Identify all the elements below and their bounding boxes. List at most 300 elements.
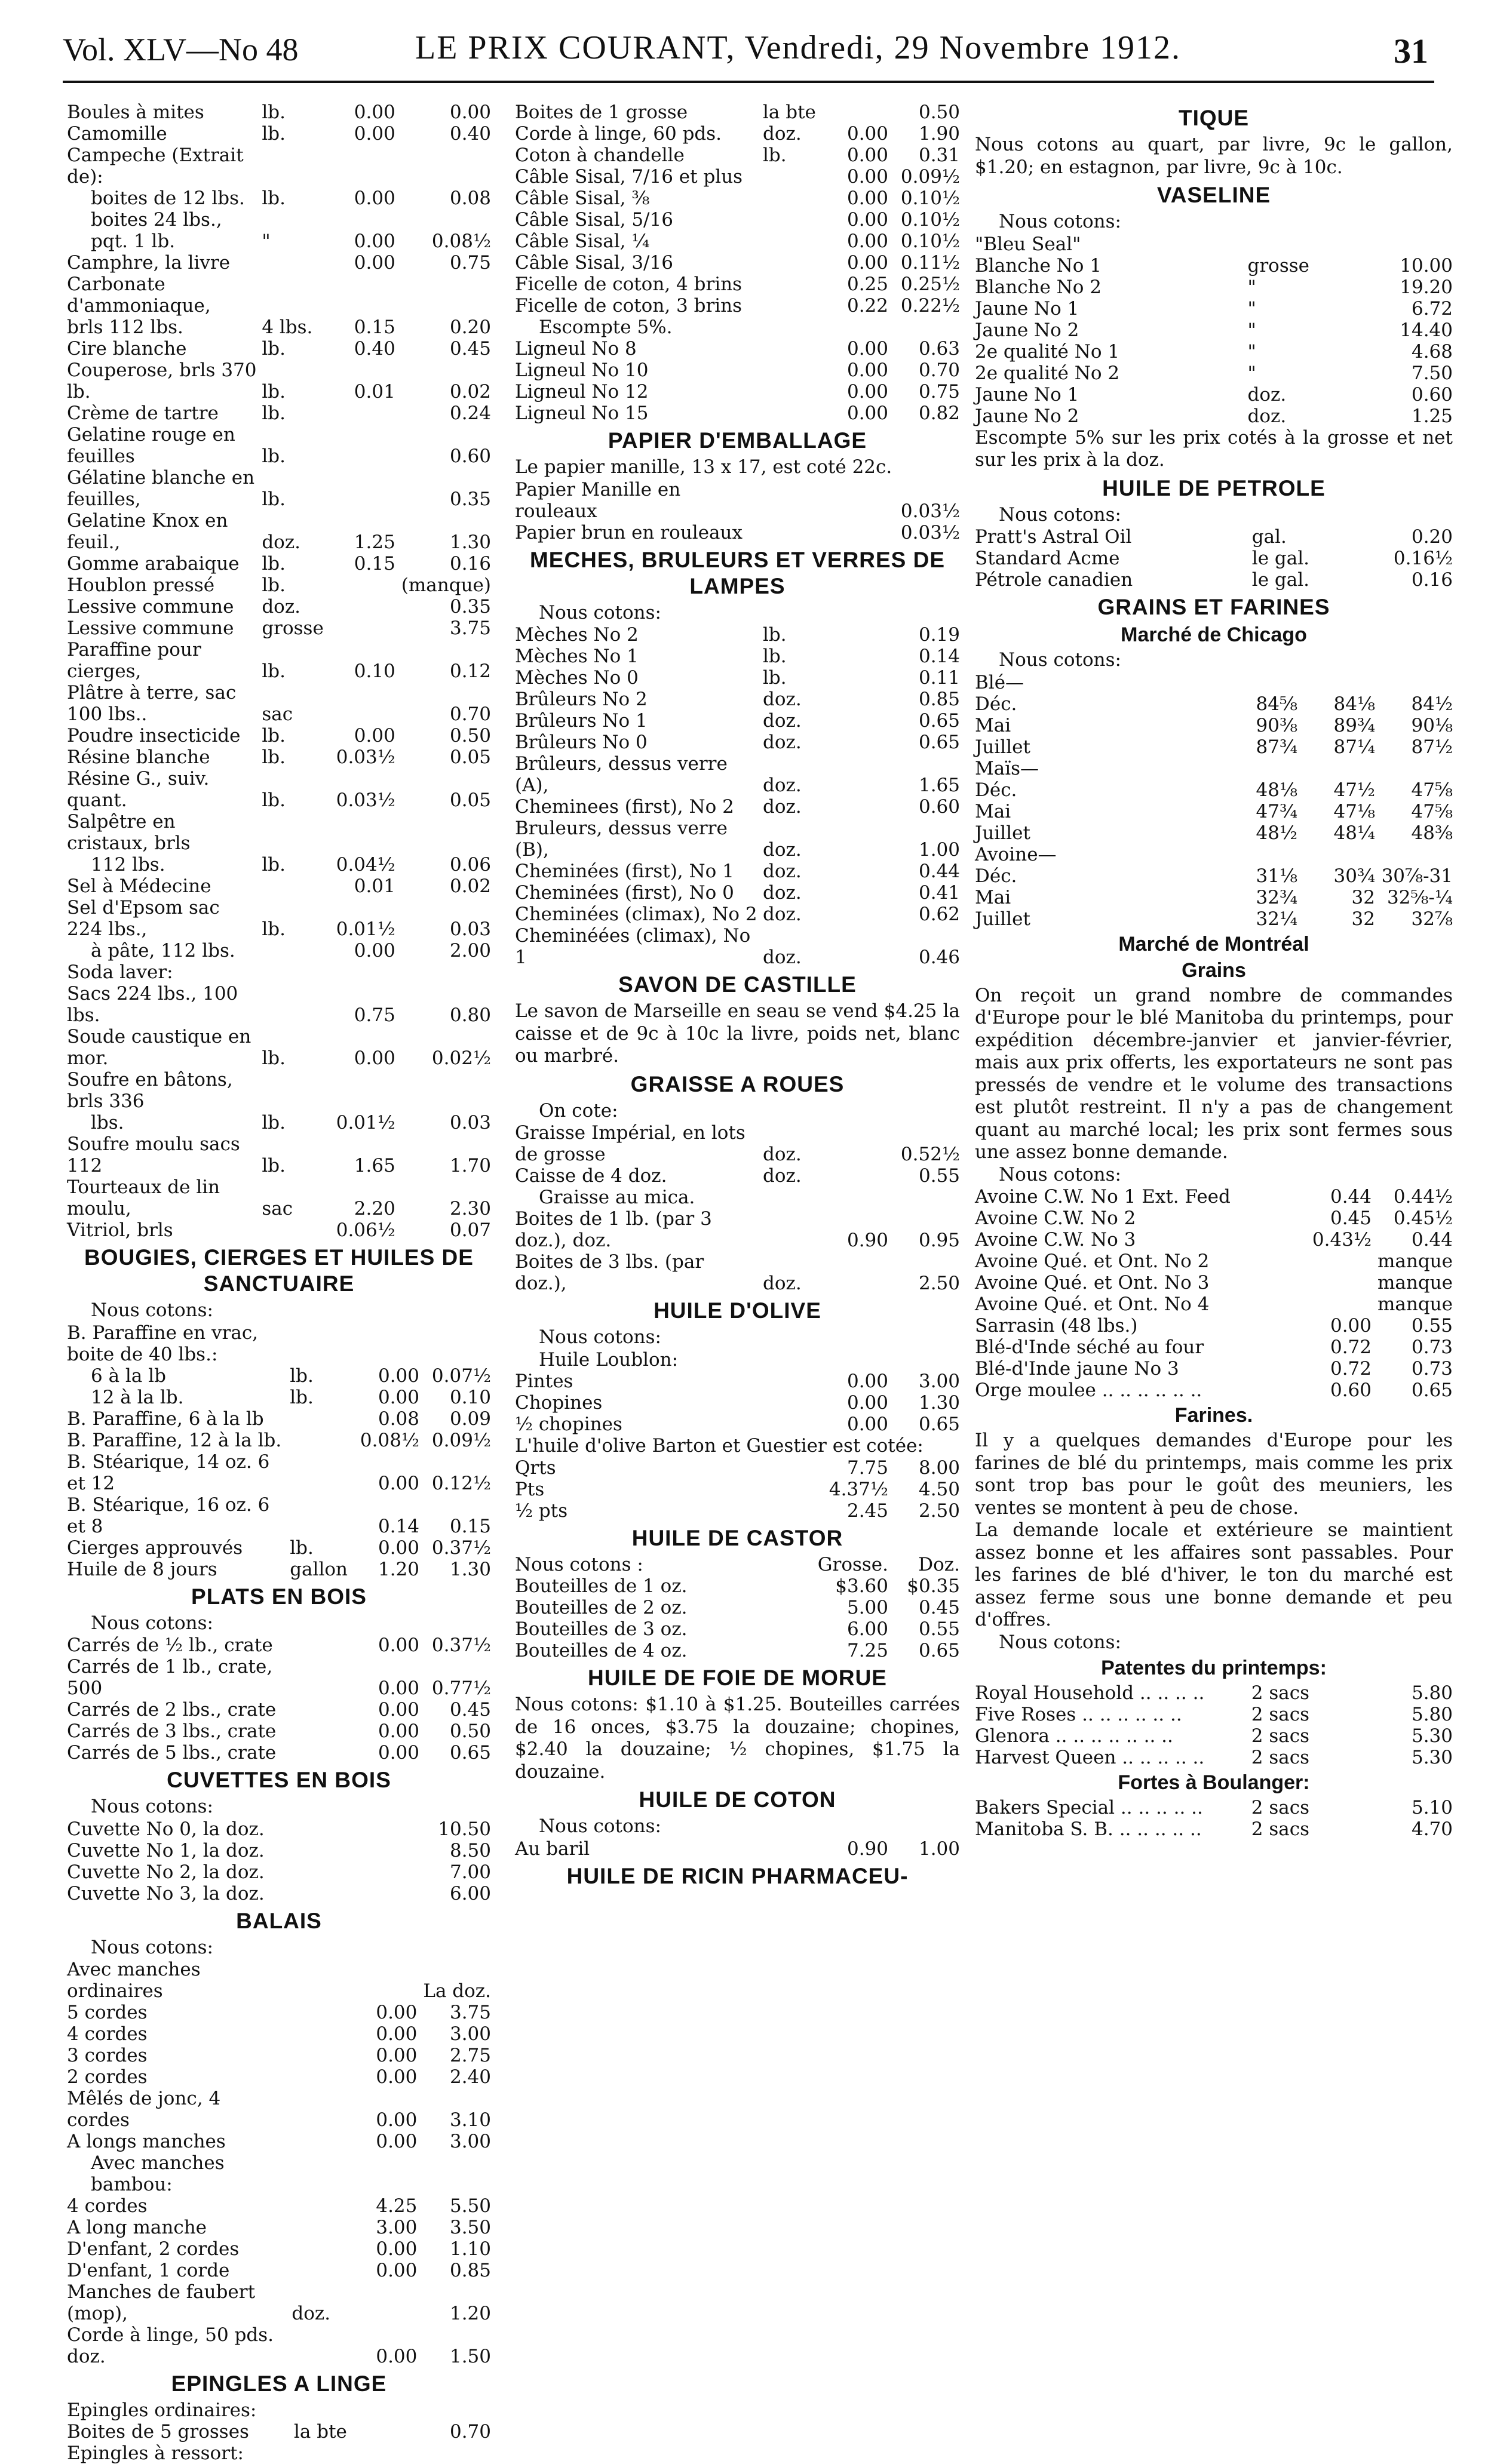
item-name: Boites de 1 lb. (par 3 doz.), doz.: [515, 1208, 712, 1251]
price-high: 0.02½: [431, 1047, 491, 1069]
price-low: [348, 2400, 419, 2421]
item-name: Tourteaux de lin moulu,: [67, 1176, 220, 1219]
open-price: 47¾: [1256, 800, 1297, 822]
price-row: [975, 1682, 1453, 1704]
price-high: 0.37½: [431, 1537, 491, 1559]
unit: [285, 1430, 348, 1451]
unit: [289, 1861, 348, 1883]
column-1: [67, 102, 491, 2464]
item-name: 4 cordes: [67, 2195, 148, 2217]
item-name: Bouteilles de 2 oz.: [515, 1597, 688, 1618]
price-low: 0.00: [354, 188, 395, 209]
section-heading: GRAISSE A ROUES: [630, 1071, 845, 1096]
unit: [289, 1818, 348, 1840]
unit: [289, 1883, 348, 1904]
unit: lb.: [262, 746, 286, 768]
quote-intro: Nous cotons:: [539, 601, 661, 623]
unit: lb.: [290, 1386, 314, 1408]
price-low: 0.00: [354, 231, 395, 252]
item-name: 5 cordes: [67, 2002, 148, 2023]
price-row: [67, 639, 491, 682]
price-table: [515, 624, 960, 968]
section-heading: HUILE DE COTON: [639, 1787, 836, 1812]
price-row: [67, 1026, 491, 1069]
item-name: Blé-d'Inde séché au four: [975, 1337, 1204, 1358]
price-low: 0.00: [376, 2109, 418, 2131]
section-heading: SAVON DE CASTILLE: [618, 972, 857, 997]
price-high: 0.02: [449, 381, 491, 403]
item-name: Cheminées (first), No 0: [515, 882, 734, 904]
price-low: 0.00: [354, 252, 395, 274]
open-price: [1220, 758, 1297, 779]
price-high: 0.20: [1411, 526, 1453, 548]
price-low: [345, 2152, 417, 2195]
price-high: 3.75: [449, 617, 491, 639]
price-low: [324, 574, 395, 596]
quote-intro: Nous cotons:: [539, 1326, 661, 1348]
price-row: [67, 1069, 491, 1112]
item-name: Bakers Special .. .. .. .. ..: [975, 1797, 1203, 1818]
item-name: Papier Manille en rouleaux: [515, 478, 681, 522]
price-low: 0.00: [846, 209, 888, 231]
unit: [1241, 1272, 1300, 1294]
price-low: 5.00: [846, 1597, 888, 1618]
price-low: [348, 1840, 419, 1861]
item-name: Ficelle de coton, 3 brins: [515, 295, 743, 317]
price-row: [975, 1797, 1453, 1818]
item-name: Sarrasin (48 lbs.): [975, 1315, 1138, 1337]
unit: [753, 1640, 812, 1661]
price-low: 0.00: [376, 2260, 418, 2281]
item-name: Jaune No 2: [975, 319, 1079, 341]
price-row: [975, 255, 1453, 276]
price-table: [975, 1797, 1453, 1840]
unit: lb.: [763, 646, 787, 667]
item-name: Brûleurs No 2: [515, 689, 648, 710]
unit: [1243, 234, 1310, 255]
section-heading: BOUGIES, CIERGES ET HUILES DE SANCTUAIRE: [84, 1245, 474, 1296]
price-row: [515, 1349, 960, 1371]
price-row: [975, 276, 1453, 298]
price-low: [1309, 276, 1381, 298]
item-name: 12 à la lb.: [91, 1386, 184, 1408]
subheading: Fortes à Boulanger:: [1118, 1771, 1310, 1794]
unit: lb.: [262, 660, 286, 682]
column-3: [975, 102, 1453, 1840]
price-row: [975, 908, 1453, 930]
price-low: 0.00: [846, 166, 888, 188]
price-low: [324, 424, 395, 467]
price-low: [817, 1165, 888, 1187]
unit: [257, 145, 324, 188]
price-high: 0.70: [449, 703, 491, 725]
unit: [287, 2131, 345, 2152]
unit: [287, 2324, 345, 2367]
item-name: Avoine C.W. No 1 Ext. Feed: [975, 1186, 1231, 1208]
unit: lb.: [262, 789, 286, 811]
price-high: 0.37½: [431, 1635, 491, 1656]
price-row: [67, 1559, 491, 1580]
price-low: [817, 732, 888, 753]
price-low: 0.00: [376, 2002, 418, 2023]
price-low: [324, 596, 395, 617]
price-row: [67, 961, 491, 983]
item-name: Avec manches bambou:: [91, 2152, 225, 2195]
unit: doz.: [262, 596, 301, 617]
unit: doz.: [763, 882, 802, 904]
month-label: Juillet: [975, 736, 1030, 758]
unit: [287, 2002, 345, 2023]
price-high: 0.16: [449, 553, 491, 574]
item-name: Gelatine rouge en feuilles: [67, 424, 235, 467]
unit: [289, 2443, 348, 2464]
unit: [758, 231, 817, 252]
item-name: Soufre en bâtons, brls 336: [67, 1069, 233, 1112]
unit: doz.: [763, 123, 802, 145]
market-paragraph: Escompte 5% sur les prix cotés à la grosse et net sur les prix à la doz.: [975, 426, 1453, 471]
unit: [287, 2217, 345, 2238]
unit: [289, 2400, 348, 2421]
item-name: Avoine Qué. et Ont. No 2: [975, 1251, 1210, 1272]
item-name: B. Stéarique, 14 oz. 6 et 12: [67, 1451, 270, 1494]
price-high: 1.50: [449, 2346, 491, 2367]
item-name: Graisse Impérial, en lots de grosse: [515, 1122, 745, 1165]
price-row: [975, 1294, 1453, 1315]
price-row: [67, 2023, 491, 2045]
item-name: Pratt's Astral Oil: [975, 526, 1132, 548]
price-high: 0.03: [449, 1112, 491, 1133]
price-high: 0.44: [1411, 1229, 1453, 1251]
item-name: Avoine C.W. No 3: [975, 1229, 1136, 1251]
price-low: 0.00: [846, 123, 888, 145]
price-low: 0.00: [846, 252, 888, 274]
unit: [758, 1414, 817, 1435]
item-name: 112 lbs.: [91, 854, 165, 875]
price-row: [515, 381, 960, 403]
unit: [753, 1575, 812, 1597]
price-high: 7.50: [1411, 362, 1453, 384]
price-low: 0.90: [846, 1838, 888, 1860]
price-high: 14.40: [1400, 319, 1453, 341]
price-low: 0.43½: [1312, 1229, 1372, 1251]
unit: doz.: [763, 775, 802, 796]
price-high: 0.65: [449, 1742, 491, 1763]
subheading: Marché de Chicago: [1121, 623, 1307, 646]
price-row: [67, 2066, 491, 2088]
price-high: [1381, 234, 1453, 255]
quote-intro: Nous cotons:: [91, 1612, 213, 1634]
price-row: [67, 1635, 491, 1656]
price-row: [67, 983, 491, 1026]
low-price: [1297, 758, 1375, 779]
price-row: [67, 2131, 491, 2152]
price-row: [975, 1229, 1453, 1251]
open-price: 87¾: [1256, 736, 1297, 758]
price-high: 0.35: [449, 596, 491, 617]
unit: [758, 1349, 817, 1371]
item-name: Cuvette No 3, la doz.: [67, 1882, 265, 1904]
price-high: 0.19: [918, 624, 960, 646]
price-low: [817, 818, 888, 861]
unit: grosse: [1247, 254, 1309, 276]
price-row: [67, 2400, 491, 2421]
price-row: [515, 479, 960, 522]
month-label: Déc.: [975, 693, 1017, 715]
market-paragraph: On reçoit un grand nombre de commandes d'Europe pour le blé Manitoba du printemps, pour expédition décembre-janvier et janvier-février, mais aux prix offerts, les exportateurs ne sont pas pressés de vendre et le volume des transactions est plutôt restreint. Il n'y a pas de changement quant au marché local; les prix sont fermes sous une assez bonne demande.: [975, 984, 1453, 1163]
price-row: [515, 1187, 960, 1208]
volume-number: Vol. XLV—No 48: [63, 32, 299, 67]
price-row: [67, 317, 491, 338]
close-price: 90⅛: [1411, 714, 1453, 736]
price-low: [1300, 1272, 1372, 1294]
price-low: 0.00: [354, 1047, 395, 1069]
unit: doz.: [763, 689, 802, 710]
item-name: brls 112 lbs.: [67, 317, 183, 338]
item-name: Ligneul No 8: [515, 338, 637, 360]
unit: [257, 252, 324, 274]
unit: lb.: [262, 338, 286, 360]
price-row: [67, 1451, 491, 1494]
unit: [289, 1656, 348, 1699]
price-table: [67, 1818, 491, 1904]
price-high: La doz.: [423, 1980, 491, 2002]
item-name: Boites de 1 grosse: [515, 102, 688, 123]
price-row: [67, 1430, 491, 1451]
price-high: 0.24: [449, 403, 491, 424]
item-name: Cheminéées (climax), No 1: [515, 925, 751, 968]
low-price: 47½: [1333, 779, 1375, 801]
close-price: 32⅝-¼: [1386, 886, 1453, 908]
price-row: [515, 689, 960, 710]
unit: [758, 1457, 817, 1479]
price-row: [67, 1112, 491, 1133]
item-name: Standard Acme: [975, 548, 1120, 569]
price-low: [1309, 1682, 1381, 1704]
unit: lb.: [262, 102, 286, 123]
price-high: [395, 145, 491, 188]
item-name: Soude caustique en mor.: [67, 1026, 251, 1069]
item-name: Carrés de ½ lb., crate: [67, 1635, 273, 1656]
price-table: [67, 1322, 491, 1580]
price-row: [67, 768, 491, 811]
item-name: B. Paraffine, 6 à la lb: [67, 1408, 264, 1430]
price-low: 0.00: [846, 381, 888, 403]
price-row: [975, 362, 1453, 384]
price-row: [975, 1747, 1453, 1768]
item-name: 2 cordes: [67, 2066, 148, 2088]
price-high: 2.50: [918, 1273, 960, 1294]
section-heading: HUILE D'OLIVE: [654, 1298, 821, 1323]
price-row: [975, 1725, 1453, 1747]
price-high: 1.70: [449, 1155, 491, 1176]
item-name: Mèches No 0: [515, 667, 639, 689]
item-name: 2e qualité No 1: [975, 340, 1120, 362]
price-row: [67, 897, 491, 940]
unit: grosse: [262, 617, 324, 639]
unit: [257, 940, 324, 961]
price-low: [324, 403, 395, 424]
price-high: 0.46: [918, 947, 960, 968]
section-heading: HUILE DE FOIE DE MORUE: [588, 1666, 887, 1690]
unit: [257, 875, 324, 897]
price-high: 3.10: [449, 2109, 491, 2131]
price-row: [515, 1392, 960, 1414]
unit: la bte: [294, 2421, 347, 2443]
item-name: Soufre moulu sacs 112: [67, 1133, 240, 1176]
price-high: 0.80: [449, 1004, 491, 1026]
item-name: Ficelle de coton, 4 brins: [515, 274, 743, 295]
item-name: Cierges approuvés: [67, 1537, 243, 1559]
section-heading: PAPIER D'EMBALLAGE: [608, 428, 867, 453]
unit: [758, 522, 817, 543]
unit: 4 lbs.: [262, 317, 313, 338]
item-name: Chopines: [515, 1391, 603, 1414]
price-row: [67, 1840, 491, 1861]
price-row: [67, 2002, 491, 2023]
unit: lb.: [262, 123, 286, 145]
price-low: 0.40: [354, 338, 395, 360]
price-row: [515, 252, 960, 274]
price-table: [67, 1635, 491, 1763]
price-low: [1300, 1294, 1372, 1315]
price-low: 4.37½: [829, 1479, 888, 1500]
price-high: 4.68: [1411, 340, 1453, 362]
item-name: Pétrole canadien: [975, 569, 1133, 591]
price-high: 0.15: [449, 1515, 491, 1537]
quote-intro: Nous cotons:: [999, 1163, 1121, 1185]
price-high: [417, 2152, 491, 2195]
price-low: [1309, 362, 1381, 384]
price-row: [67, 2045, 491, 2066]
price-high: 0.05: [449, 746, 491, 768]
unit: [758, 1371, 817, 1392]
price-high: [888, 317, 960, 338]
unit: doz.: [262, 531, 301, 553]
price-table: [515, 102, 960, 424]
price-low: [348, 2421, 419, 2443]
item-name: Orge moulee .. .. .. .. .. ..: [975, 1380, 1202, 1401]
price-row: [515, 818, 960, 861]
item-name: Carrés de 3 lbs., crate: [67, 1721, 277, 1742]
price-row: [515, 646, 960, 667]
unit: [1241, 1229, 1300, 1251]
price-row: [67, 1176, 491, 1219]
price-row: [67, 1408, 491, 1430]
unit: ": [262, 231, 271, 252]
item-name: Cuvette No 1, la doz.: [67, 1839, 265, 1861]
price-row: [67, 1133, 491, 1176]
price-low: [1309, 548, 1381, 569]
open-price: 31⅛: [1256, 865, 1297, 887]
low-price: 47⅛: [1333, 800, 1375, 822]
price-low: 1.65: [354, 1155, 395, 1176]
price-row: [67, 188, 491, 209]
price-high: 0.52½: [900, 1144, 960, 1165]
price-low: 0.00: [376, 2346, 418, 2367]
price-table: [515, 1457, 960, 1522]
price-row: [515, 1208, 960, 1251]
unit: lb.: [290, 1537, 314, 1559]
item-name: Huile Loublon:: [539, 1348, 679, 1371]
item-name: Jaune No 1: [975, 297, 1079, 319]
open-price: 90⅜: [1256, 714, 1297, 736]
price-table: [67, 2400, 491, 2464]
price-low: 0.00: [846, 338, 888, 360]
unit: lb.: [262, 854, 286, 875]
item-name: Câble Sisal, ⅜: [515, 188, 650, 209]
price-row: [515, 1640, 960, 1661]
price-high: manque: [1377, 1251, 1453, 1272]
unit: gal.: [1251, 526, 1287, 548]
price-high: Doz.: [918, 1554, 960, 1575]
price-low: 0.00: [846, 145, 888, 166]
price-low: [817, 1187, 888, 1208]
price-row: [975, 1818, 1453, 1840]
price-high: manque: [1377, 1272, 1453, 1294]
price-high: 0.85: [918, 689, 960, 710]
price-high: [395, 811, 491, 854]
price-row: [67, 403, 491, 424]
item-name: Résine blanche: [67, 746, 210, 768]
price-high: 0.45: [918, 1597, 960, 1618]
price-low: [1309, 405, 1381, 427]
price-high: 0.08: [449, 188, 491, 209]
unit: [758, 403, 817, 424]
price-low: [324, 1069, 395, 1112]
price-row: [975, 715, 1453, 736]
price-table: [515, 479, 960, 543]
price-low: 0.14: [378, 1515, 419, 1537]
low-price: 84⅛: [1333, 693, 1375, 715]
price-high: 1.65: [918, 775, 960, 796]
item-name: Blanche No 2: [975, 276, 1102, 298]
price-low: 0.00: [378, 1365, 419, 1387]
price-low: [817, 102, 888, 123]
unit: ": [1247, 319, 1256, 341]
price-high: [888, 1187, 960, 1208]
low-price: 32: [1351, 886, 1375, 908]
price-row: [67, 811, 491, 854]
price-high: 0.70: [449, 2421, 491, 2443]
item-name: Brûleurs No 1: [515, 710, 648, 732]
price-low: [348, 1861, 419, 1883]
item-name: Camphre, la livre: [67, 252, 231, 274]
price-low: 2.20: [354, 1198, 395, 1219]
price-high: 5.80: [1411, 1704, 1453, 1725]
price-high: 2.00: [449, 940, 491, 961]
price-row: [975, 1272, 1453, 1294]
price-high: [888, 1349, 960, 1371]
unit: doz.: [292, 2303, 331, 2324]
unit: doz.: [1247, 405, 1287, 427]
quote-intro: Nous cotons:: [999, 1631, 1121, 1653]
price-low: 0.72: [1330, 1337, 1372, 1358]
low-price: [1297, 844, 1375, 865]
price-table: [975, 1682, 1453, 1768]
price-low: 0.00: [378, 1721, 419, 1742]
price-low: 0.00: [376, 2131, 418, 2152]
low-price: 30¾: [1333, 865, 1375, 887]
price-row: [515, 1165, 960, 1187]
price-high: [395, 961, 491, 983]
price-high: 0.12½: [431, 1472, 491, 1494]
price-high: 0.65: [918, 732, 960, 753]
item-name: D'enfant, 2 cordes: [67, 2238, 240, 2260]
item-name: Brûleurs, dessus verre (A),: [515, 753, 728, 796]
price-low: 0.44: [1330, 1186, 1372, 1208]
price-high: 0.20: [449, 317, 491, 338]
price-high: 2.75: [449, 2045, 491, 2066]
